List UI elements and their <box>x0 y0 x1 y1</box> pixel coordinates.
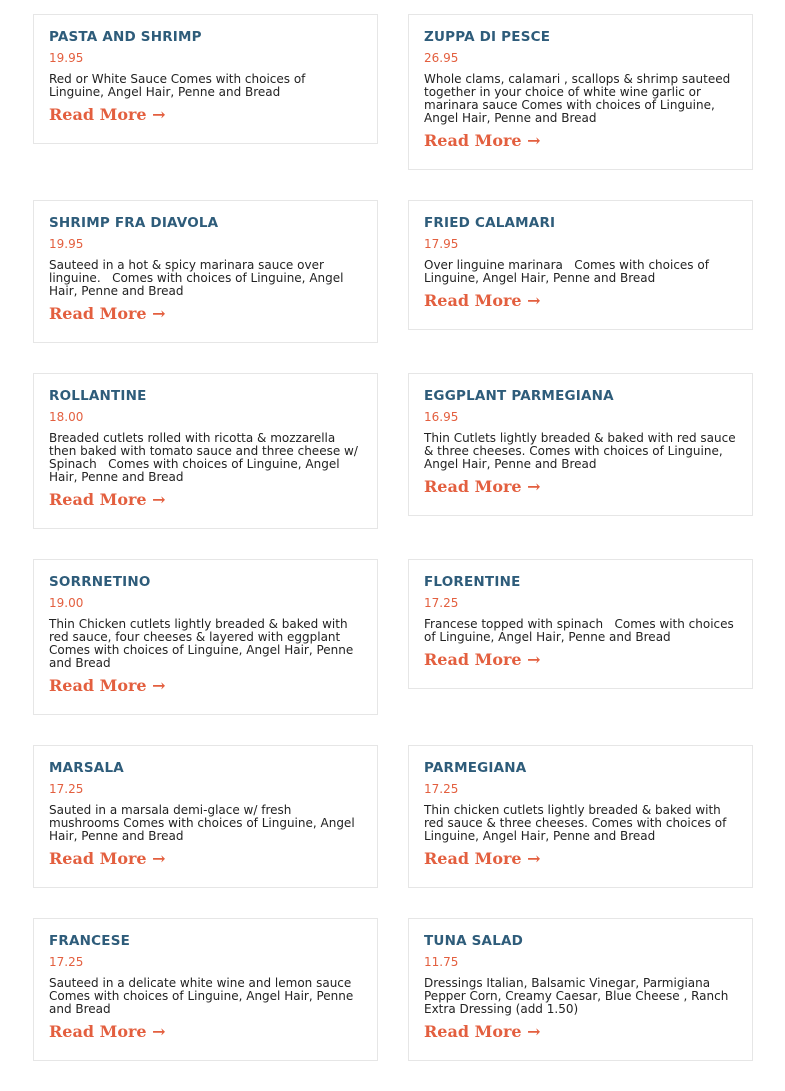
menu-item-description: Over linguine marinara Comes with choices of Linguine, Angel Hair, Penne and Bread <box>424 258 713 285</box>
menu-item-title: EGGPLANT PARMEGIANA <box>424 388 614 404</box>
menu-item-description: Francese topped with spinach Comes with choices of Linguine, Angel Hair, Penne and Bread <box>424 617 738 644</box>
menu-card-zuppa-di-pesce <box>408 14 753 170</box>
menu-item-price: 17.25 <box>424 596 459 610</box>
menu-item-description: Thin chicken cutlets lightly breaded & baked with red sauce & three cheeses. Comes with choices of Linguine, Angel Hair, Penne and Bread <box>424 803 731 843</box>
menu-item-description: Sauteed in a hot & spicy marinara sauce over linguine. Comes with choices of Linguine, Angel Hair, Penne and Bread <box>49 258 348 298</box>
menu-item-description: Breaded cutlets rolled with ricotta & mozzarella then baked with tomato sauce and three cheese w/ Spinach Comes with choices of Linguine, Angel Hair, Penne and Bread <box>49 431 362 484</box>
menu-item-price: 16.95 <box>424 410 459 424</box>
menu-item-price: 17.25 <box>424 782 459 796</box>
menu-card-francese <box>33 918 378 1061</box>
read-more-link[interactable]: Read More → <box>424 1022 541 1041</box>
menu-item-title: FRANCESE <box>49 933 131 949</box>
menu-card-pasta-and-shrimp <box>33 14 378 144</box>
menu-item-price: 26.95 <box>424 51 459 65</box>
menu-item-title: SHRIMP FRA DIAVOLA <box>49 215 219 231</box>
menu-item-title: ROLLANTINE <box>49 388 147 404</box>
menu-card-eggplant-parmegiana <box>408 373 753 516</box>
menu-item-price: 19.95 <box>49 237 84 251</box>
menu-item-description: Red or White Sauce Comes with choices of Linguine, Angel Hair, Penne and Bread <box>49 72 310 99</box>
menu-item-description: Dressings Italian, Balsamic Vinegar, Parmigiana Pepper Corn, Creamy Caesar, Blue Cheese , Ranch Extra Dressing (add 1.50) <box>424 976 736 1016</box>
menu-item-title: SORRNETINO <box>49 574 151 590</box>
menu-item-title: FLORENTINE <box>424 574 521 590</box>
menu-item-price: 18.00 <box>49 410 84 424</box>
menu-item-price: 19.00 <box>49 596 84 610</box>
menu-item-description: Thin Chicken cutlets lightly breaded & baked with red sauce, four cheeses & layered with eggplant Comes with choices of Linguine, Angel Hair, Penne and Bread <box>49 617 358 670</box>
menu-item-price: 17.95 <box>424 237 459 251</box>
read-more-link[interactable]: Read More → <box>424 131 541 150</box>
menu-card-tuna-salad <box>408 918 753 1061</box>
menu-card-sorrnetino <box>33 559 378 715</box>
read-more-link[interactable]: Read More → <box>49 304 166 323</box>
menu-item-title: TUNA SALAD <box>424 933 524 949</box>
menu-card-marsala <box>33 745 378 888</box>
menu-card-florentine <box>408 559 753 689</box>
read-more-link[interactable]: Read More → <box>424 477 541 496</box>
read-more-link[interactable]: Read More → <box>49 849 166 868</box>
read-more-link[interactable]: Read More → <box>49 490 166 509</box>
menu-card-parmegiana <box>408 745 753 888</box>
menu-item-title: PASTA AND SHRIMP <box>49 29 202 45</box>
read-more-link[interactable]: Read More → <box>49 1022 166 1041</box>
menu-card-fried-calamari <box>408 200 753 330</box>
menu-item-description: Thin Cutlets lightly breaded & baked with red sauce & three cheeses. Comes with choices of Linguine, Angel Hair, Penne and Bread <box>424 431 740 471</box>
menu-item-title: ZUPPA DI PESCE <box>424 29 551 45</box>
menu-item-price: 17.25 <box>49 782 84 796</box>
read-more-link[interactable]: Read More → <box>49 105 166 124</box>
menu-card-shrimp-fra-diavola <box>33 200 378 343</box>
menu-item-description: Sauteed in a delicate white wine and lemon sauce Comes with choices of Linguine, Angel Hair, Penne and Bread <box>49 976 358 1016</box>
menu-item-description: Whole clams, calamari , scallops & shrimp sauteed together in your choice of white wine garlic or marinara sauce Comes with choices of Linguine, Angel Hair, Penne and Bread <box>424 72 735 125</box>
menu-item-price: 11.75 <box>424 955 459 969</box>
menu-item-title: FRIED CALAMARI <box>424 215 556 231</box>
menu-item-title: PARMEGIANA <box>424 760 527 776</box>
read-more-link[interactable]: Read More → <box>49 676 166 695</box>
read-more-link[interactable]: Read More → <box>424 849 541 868</box>
menu-item-price: 19.95 <box>49 51 84 65</box>
menu-card-rollantine <box>33 373 378 529</box>
menu-item-description: Sauted in a marsala demi-glace w/ fresh mushrooms Comes with choices of Linguine, Angel Hair, Penne and Bread <box>49 803 359 843</box>
menu-item-price: 17.25 <box>49 955 84 969</box>
read-more-link[interactable]: Read More → <box>424 291 541 310</box>
menu-item-title: MARSALA <box>49 760 124 776</box>
read-more-link[interactable]: Read More → <box>424 650 541 669</box>
